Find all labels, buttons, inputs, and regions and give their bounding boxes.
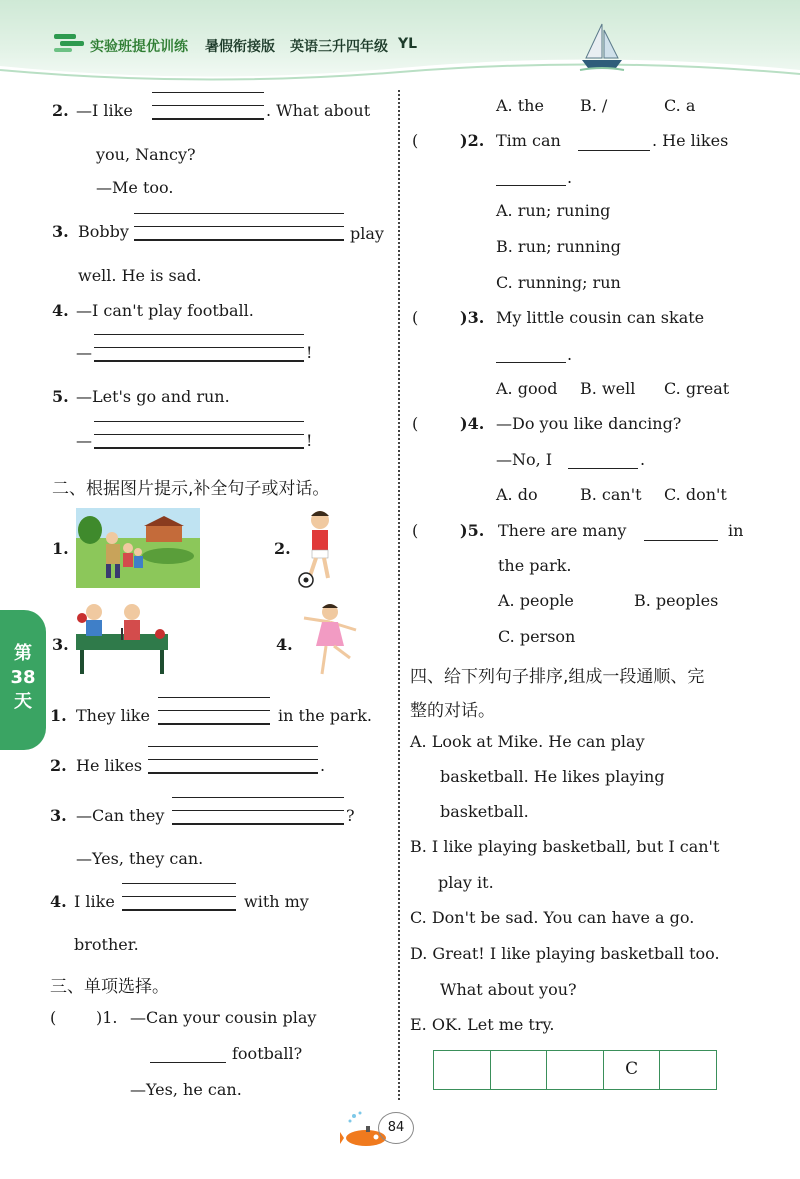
- section3-title: 三、单项选择。: [50, 977, 169, 997]
- boy-football-picture: [296, 506, 340, 590]
- r-q3-option-b: B. well: [580, 379, 636, 398]
- s3-q1-open-paren: (: [50, 1008, 57, 1027]
- s2-item3-line-2: [172, 810, 344, 811]
- s3-q1-text: —Can your cousin play: [130, 1008, 317, 1027]
- brand-logo-icon: [52, 32, 86, 54]
- s2-item2-line-3: [148, 772, 318, 774]
- s4-sentence-b-1: B. I like playing basketball, but I can't: [410, 837, 720, 856]
- r-q4-blank: [568, 468, 638, 469]
- header-edition: 暑假衔接版: [205, 39, 275, 55]
- q3-line-3: [134, 239, 344, 241]
- q4-line-2: [94, 347, 304, 348]
- r-q4-option-a: A. do: [496, 485, 538, 504]
- order-cell-2[interactable]: [491, 1051, 548, 1089]
- header-code: YL: [398, 36, 418, 52]
- s2-item4-line-1: [122, 883, 236, 884]
- s4-sentence-d-1: D. Great! I like playing basketball too.: [410, 944, 720, 963]
- q3-number: 3.: [52, 222, 69, 241]
- header-grade: 英语三升四年级: [290, 39, 388, 55]
- q2-line-2: [152, 105, 264, 106]
- section4-title-line1: 四、给下列句子排序,组成一段通顺、完: [410, 667, 705, 687]
- r-q2-blank-1: [578, 150, 650, 151]
- header-wave: [0, 56, 800, 86]
- r-q4-option-b: B. can't: [580, 485, 642, 504]
- sailboat-icon: [578, 20, 626, 72]
- park-family-picture: [76, 508, 200, 588]
- r-q3-blank: [496, 362, 566, 363]
- header-brand: 实验班提优训练: [90, 39, 188, 55]
- q2-line2: you, Nancy?: [96, 145, 196, 164]
- r-q2-option-c: C. running; run: [496, 273, 621, 292]
- s2-item3-number: 3.: [50, 806, 67, 825]
- order-cell-5[interactable]: [660, 1051, 716, 1089]
- r-q4-text: —Do you like dancing?: [496, 414, 682, 433]
- q2-number: 2.: [52, 101, 69, 120]
- q4-text: —I can't play football.: [76, 301, 254, 320]
- page-header: [0, 0, 800, 80]
- pic1-label: 1.: [52, 539, 69, 558]
- r-q3-option-a: A. good: [496, 379, 558, 398]
- r-q4-option-c: C. don't: [664, 485, 727, 504]
- r-q5-suffix: in: [728, 521, 744, 540]
- s2-item1-prefix: They like: [76, 706, 150, 725]
- s2-item4-line-3: [122, 909, 236, 911]
- s3-q1-answer: —Yes, he can.: [130, 1080, 242, 1099]
- s2-item2-number: 2.: [50, 756, 67, 775]
- r-q5-option-c: C. person: [498, 627, 576, 646]
- q5-number: 5.: [52, 387, 69, 406]
- r-q1-option-c: C. a: [664, 96, 696, 115]
- s2-item3-line-3: [172, 823, 344, 825]
- r-q2-end: .: [567, 168, 573, 187]
- s2-item2-line-1: [148, 746, 318, 747]
- q2-line-1: [152, 92, 264, 93]
- q3-line-1: [134, 213, 344, 214]
- s4-sentence-e: E. OK. Let me try.: [410, 1015, 555, 1034]
- q3-line-2: [134, 226, 344, 227]
- q4-line-1: [94, 334, 304, 335]
- r-q5-option-a: A. people: [498, 591, 574, 610]
- page-number: 84: [378, 1112, 414, 1144]
- s2-item2-suffix: .: [320, 756, 326, 775]
- s4-sentence-a-2: basketball. He likes playing: [440, 767, 665, 786]
- pic4-label: 4.: [276, 635, 293, 654]
- s2-item4-prefix: I like: [74, 892, 115, 911]
- q4-end: !: [306, 343, 313, 362]
- q2-prefix: —I like: [76, 101, 133, 120]
- q5-dash: —: [76, 431, 92, 450]
- s2-item3-answer: —Yes, they can.: [76, 849, 204, 868]
- s2-item4-line-2: [122, 896, 236, 897]
- r-q3-number: )3.: [460, 308, 485, 327]
- r-q2-prefix: Tim can: [496, 131, 561, 150]
- r-q3-option-c: C. great: [664, 379, 730, 398]
- r-q2-suffix: . He likes: [652, 131, 729, 150]
- day-side-tab-label: 第38天: [10, 643, 36, 712]
- s3-q1-blank: [150, 1062, 226, 1063]
- q4-dash: —: [76, 343, 92, 362]
- r-q3-open-paren: (: [412, 308, 419, 327]
- order-answer-grid: [433, 1050, 717, 1090]
- table-tennis-picture: [74, 600, 170, 680]
- section2-title: 二、根据图片提示,补全句子或对话。: [52, 479, 330, 499]
- q2-suffix: . What about: [266, 101, 371, 120]
- s2-item1-suffix: in the park.: [278, 706, 373, 725]
- s3-q1-line2: football?: [232, 1044, 303, 1063]
- r-q4-end: .: [640, 450, 646, 469]
- r-q2-option-b: B. run; running: [496, 237, 621, 256]
- s2-item1-number: 1.: [50, 706, 67, 725]
- r-q2-option-a: A. run; runing: [496, 201, 611, 220]
- order-cell-1[interactable]: [434, 1051, 491, 1089]
- s4-sentence-a-1: A. Look at Mike. He can play: [410, 732, 645, 751]
- r-q5-blank: [644, 540, 718, 541]
- pic3-label: 3.: [52, 635, 69, 654]
- section4-title-line2: 整的对话。: [410, 701, 495, 721]
- s4-sentence-d-2: What about you?: [440, 980, 577, 999]
- q5-end: !: [306, 431, 313, 450]
- q3-line2: well. He is sad.: [78, 266, 202, 285]
- r-q3-end: .: [567, 345, 573, 364]
- s2-item4-number: 4.: [50, 892, 67, 911]
- r-q1-option-a: A. the: [496, 96, 544, 115]
- r-q4-open-paren: (: [412, 414, 419, 433]
- q3-prefix: Bobby: [78, 222, 129, 241]
- q5-line-1: [94, 421, 304, 422]
- q4-line-3: [94, 360, 304, 362]
- r-q4-prefix: —No, I: [496, 450, 553, 469]
- order-cell-3[interactable]: [547, 1051, 604, 1089]
- q2-line3: —Me too.: [96, 178, 174, 197]
- s3-q1-number: )1.: [96, 1008, 118, 1027]
- s2-item2-line-2: [148, 759, 318, 760]
- r-q2-blank-2: [496, 185, 566, 186]
- r-q3-text: My little cousin can skate: [496, 308, 705, 327]
- r-q2-open-paren: (: [412, 131, 419, 150]
- s4-sentence-c: C. Don't be sad. You can have a go.: [410, 908, 695, 927]
- q4-number: 4.: [52, 301, 69, 320]
- q5-text: —Let's go and run.: [76, 387, 230, 406]
- pic2-label: 2.: [274, 539, 291, 558]
- column-divider: [398, 90, 400, 1100]
- s2-item4-line2: brother.: [74, 935, 139, 954]
- q5-line-3: [94, 447, 304, 449]
- s2-item2-prefix: He likes: [76, 756, 143, 775]
- r-q5-number: )5.: [460, 521, 485, 540]
- s2-item1-line-3: [158, 723, 270, 725]
- r-q5-open-paren: (: [412, 521, 419, 540]
- s2-item1-line-2: [158, 710, 270, 711]
- s4-sentence-b-2: play it.: [438, 873, 494, 892]
- q2-line-3: [152, 118, 264, 120]
- q3-suffix: play: [350, 224, 384, 243]
- s2-item4-suffix: with my: [244, 892, 309, 911]
- s2-item3-line-1: [172, 797, 344, 798]
- r-q5-prefix: There are many: [498, 521, 627, 540]
- girl-dancing-picture: [300, 598, 360, 682]
- r-q5-option-b: B. peoples: [634, 591, 719, 610]
- s2-item3-suffix: ?: [346, 806, 355, 825]
- q5-line-2: [94, 434, 304, 435]
- s2-item3-prefix: —Can they: [76, 806, 165, 825]
- order-cell-4[interactable]: C: [604, 1051, 661, 1089]
- r-q1-option-b: B. /: [580, 96, 608, 115]
- r-q5-line2: the park.: [498, 556, 572, 575]
- s4-sentence-a-3: basketball.: [440, 802, 529, 821]
- s2-item1-line-1: [158, 697, 270, 698]
- r-q2-number: )2.: [460, 131, 485, 150]
- r-q4-number: )4.: [460, 414, 485, 433]
